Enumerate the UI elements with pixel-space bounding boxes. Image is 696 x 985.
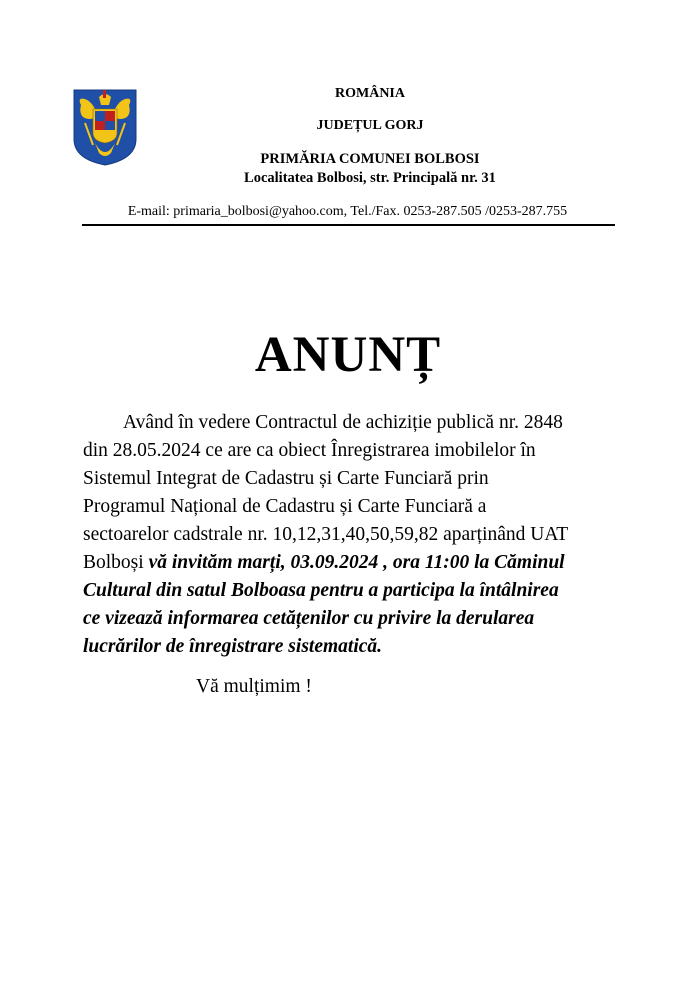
address-line: Localitatea Bolbosi, str. Principală nr. 31	[244, 170, 496, 186]
invitation-line: lucrărilor de înregistrare sistematică.	[83, 636, 383, 657]
invitation-line: ce vizează informarea cetățenilor cu privire la derularea	[83, 608, 535, 629]
country-heading: ROMÂNIA	[335, 86, 405, 101]
romania-coat-of-arms-icon	[71, 87, 139, 167]
county-heading: JUDEȚUL GORJ	[316, 118, 424, 133]
body-line: din 28.05.2024 ce are ca obiect Înregistrarea imobilelor în	[83, 440, 536, 461]
announcement-title: ANUNȚ	[254, 327, 442, 383]
invitation-text: vă invităm marți, 03.09.2024 , ora 11:00 la Căminul	[148, 552, 565, 573]
body-line: Programul Național de Cadastru și Carte Funciară a	[83, 496, 487, 517]
body-line: sectoarelor cadstrale nr. 10,12,31,40,50,59,82 aparținând UAT	[83, 524, 569, 545]
body-line: Având în vedere Contractul de achiziție publică nr. 2848	[123, 412, 563, 433]
invitation-line: Cultural din satul Bolboasa pentru a participa la întâlnirea	[83, 580, 559, 601]
closing-thanks: Vă mulțimim !	[196, 676, 312, 697]
header-divider	[82, 224, 615, 226]
body-text: Bolboși	[83, 552, 149, 573]
contact-line: E-mail: primaria_bolbosi@yahoo.com, Tel./Fax. 0253-287.505 /0253-287.755	[127, 204, 568, 219]
announcement-body	[83, 409, 613, 661]
body-line	[83, 549, 613, 577]
body-line: Sistemul Integrat de Cadastru și Carte Funciară prin	[83, 468, 489, 489]
institution-heading: PRIMĂRIA COMUNEI BOLBOSI	[260, 151, 480, 167]
